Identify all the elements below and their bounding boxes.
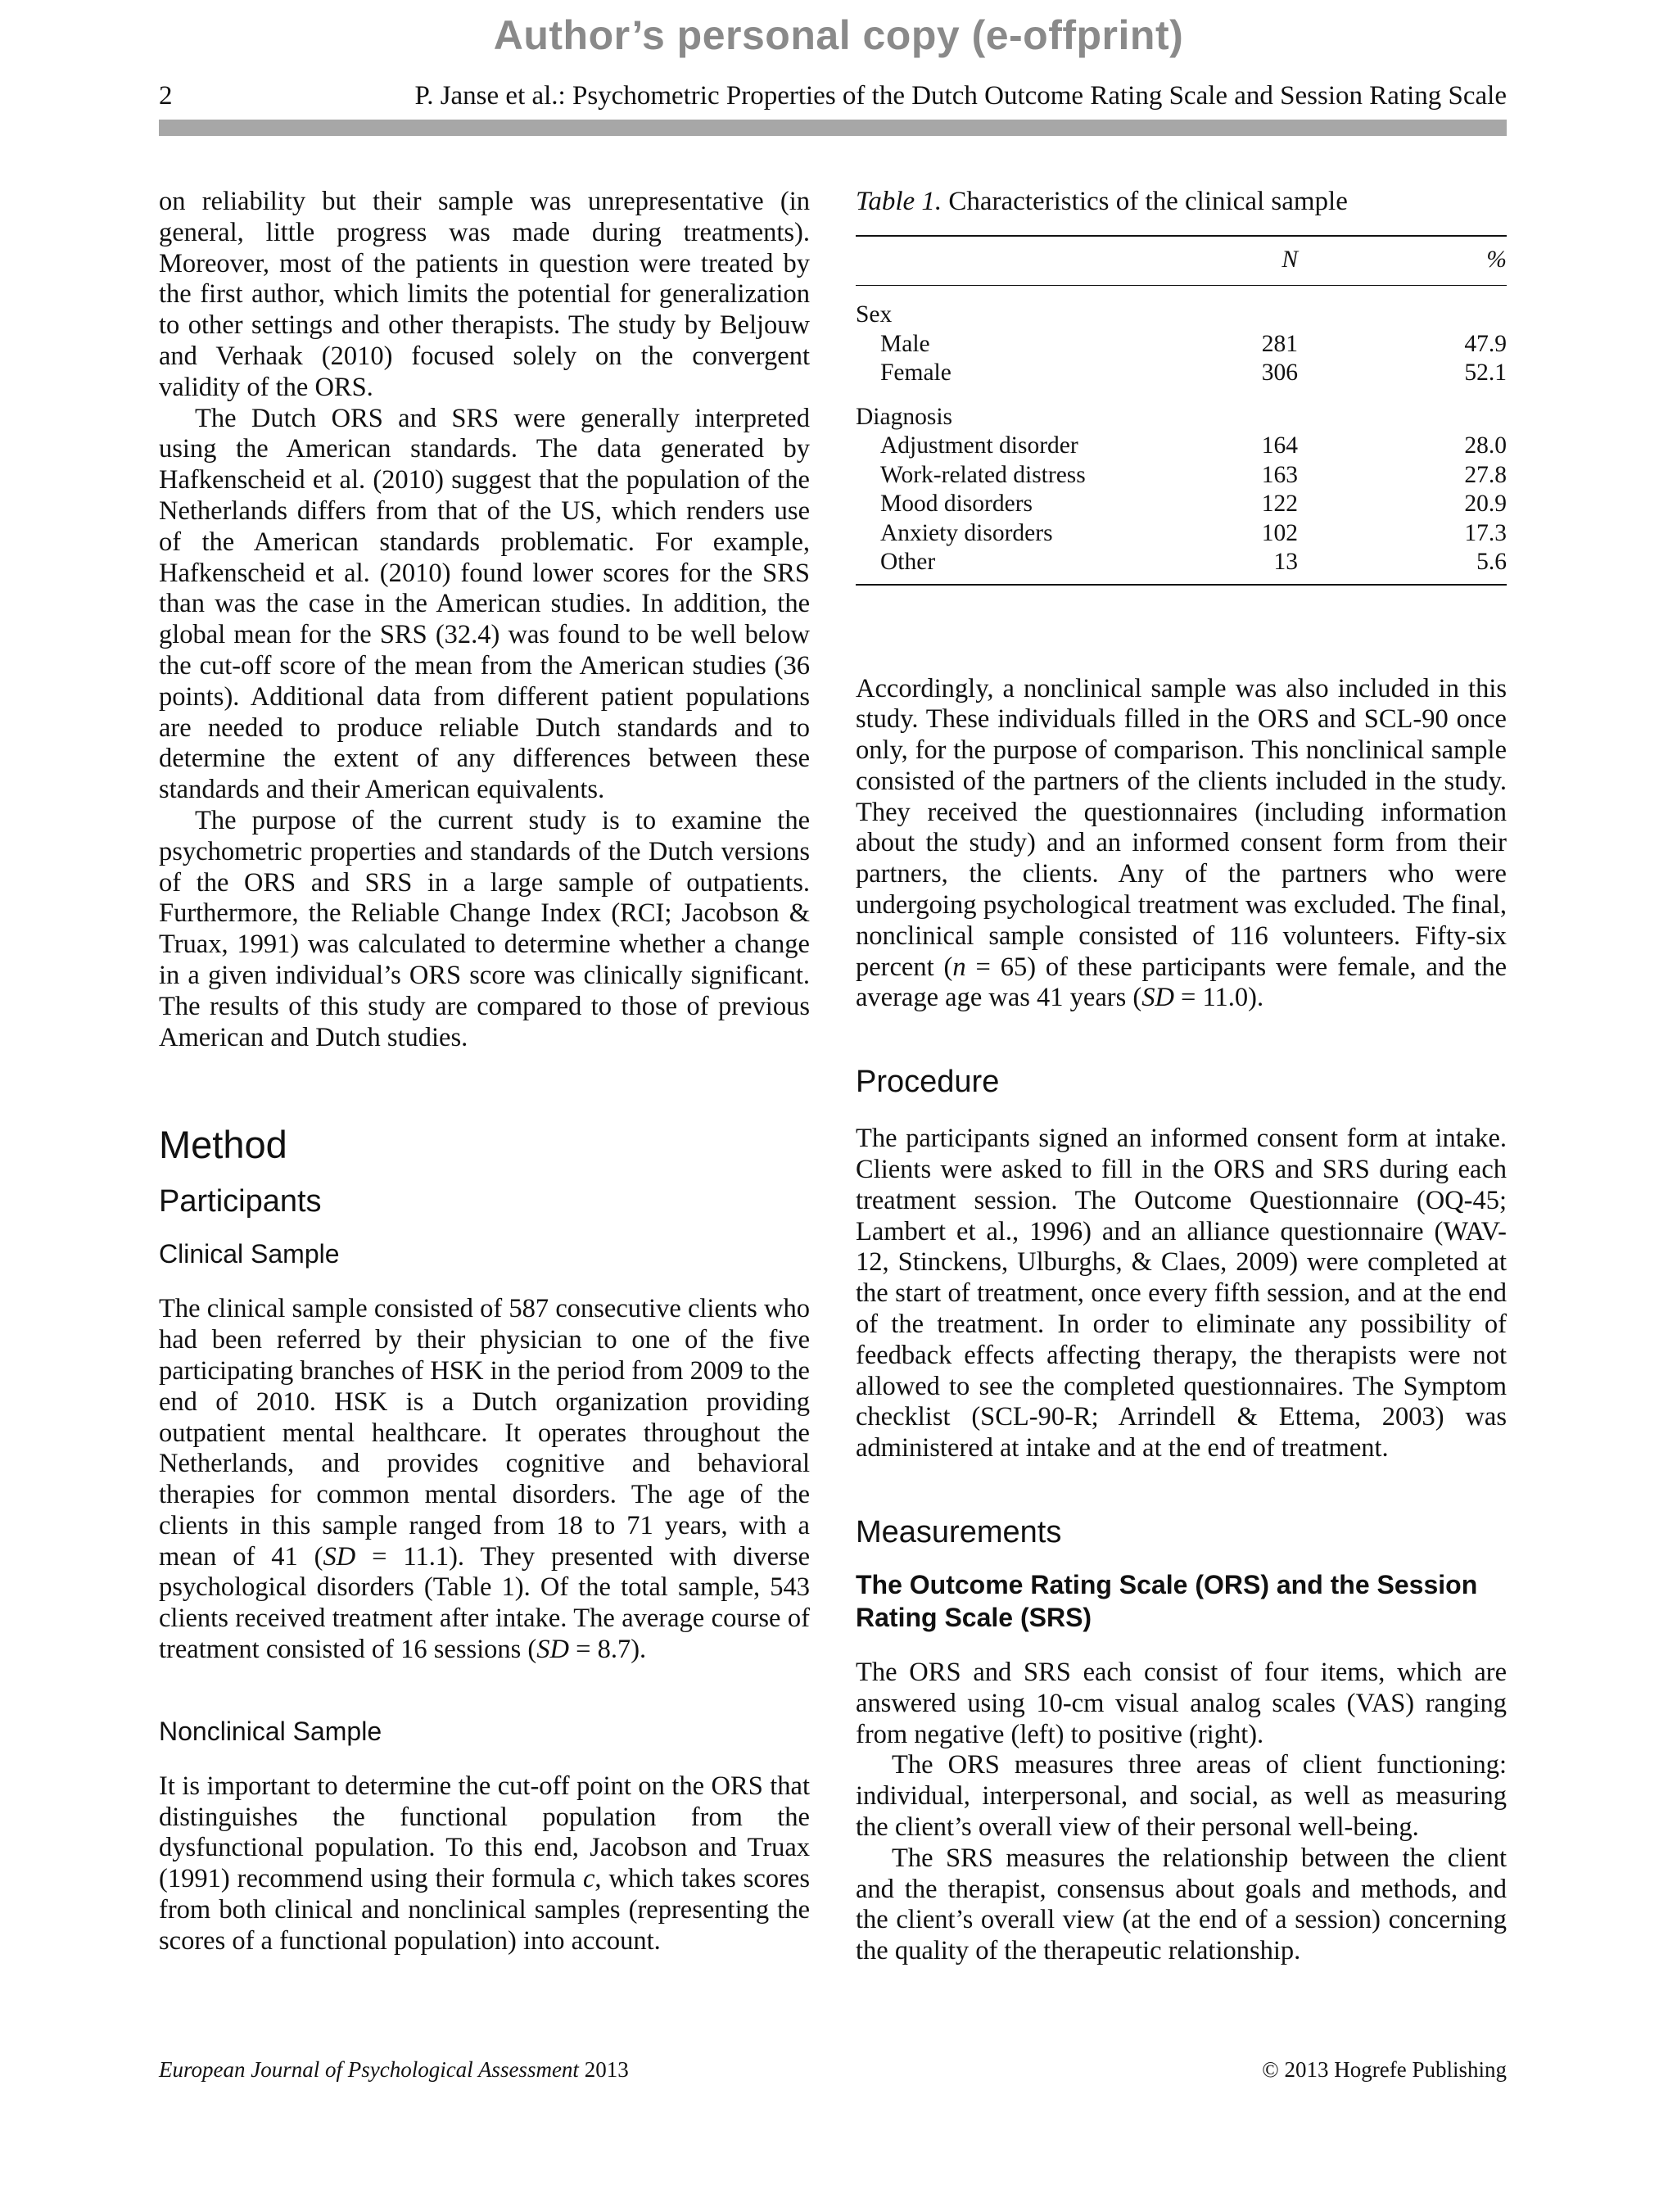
nonclinical-text-a: It is important to determine the cut-off point on the ORS that distinguishes the functional population from the dysfunctional population. To this end, Jacobson and Truax (1991) recommend using their formula (159, 1771, 810, 1894)
row-n: 13 (1273, 549, 1298, 575)
row-label: Adjustment disorder (880, 432, 1078, 459)
row-pct: 28.0 (1464, 432, 1507, 459)
nonclinical-continued-paragraph (856, 674, 1507, 1015)
clinical-text-b: = 11.1). They presented with diverse psychological disorders (Table 1). Of the total sample, 543 clients received treatment after intake. The average course of treatment consisted of 16 sessions ( (159, 1541, 810, 1665)
journal-year: 2013 (578, 2057, 629, 2082)
table-group-row (856, 403, 1507, 432)
clinical-sample-paragraph (159, 1294, 810, 1666)
table-row (856, 548, 1507, 585)
table-row (856, 330, 1507, 360)
sd-symbol: SD (536, 1635, 569, 1665)
table-header-blank (856, 236, 1220, 286)
procedure-heading: Procedure (856, 1065, 1000, 1100)
measurements-heading: Measurements (856, 1515, 1062, 1550)
right-column (856, 187, 1507, 1967)
clinical-text-c: = 8.7). (568, 1635, 647, 1665)
table-header-n: N (1220, 236, 1298, 286)
left-paragraph-1: on reliability but their sample was unrepresentative (in general, little progress was made during treatments). Moreover, most of the patients in question were treated by the first author, which limits the potential for generalization to other settings and other therapists. The study by Beljouw and Verhaak (2010) focused solely on the convergent validity of the ORS. (159, 187, 810, 402)
clinical-text-a: The clinical sample consisted of 587 consecutive clients who had been referred by their physician to one of the five participating branches of HSK in the period from 2009 to the end of 2010. HSK is a Dutch organization providing outpatient mental healthcare. It operates throughout the Netherlands, and provides cognitive and behavioral therapies for common mental disorders. The age of the clients in this sample ranged from 18 to 71 years, with a mean of 41 ( (159, 1294, 810, 1572)
measurements-paragraph-1: The ORS and SRS each consist of four items, which are answered using 10-cm visual analog scales (VAS) ranging from negative (left) to positive (right). (856, 1658, 1507, 1749)
clinical-sample-heading: Clinical Sample (159, 1239, 340, 1269)
row-pct: 27.8 (1464, 461, 1507, 488)
measurements-paragraph-2: The ORS measures three areas of client functioning: individual, interpersonal, and social, as well as measuring the client’s overall view of their personal well-being. (856, 1750, 1507, 1843)
left-paragraph-3: The purpose of the current study is to examine the psychometric properties and standards of the Dutch versions of the ORS and SRS in a large sample of outpatients. Furthermore, the Reliable Change Index (RCI; Jacobson & Truax, 1991) was calculated to determine whether a change in a given individual’s ORS score was clinically significant. The results of this study are compared to those of previous American and Dutch studies. (159, 805, 810, 1052)
table-row (856, 359, 1507, 388)
table-row (856, 432, 1507, 461)
table-group-row (856, 301, 1507, 330)
right-text-c: = 11.0). (1173, 983, 1264, 1013)
row-pct: 20.9 (1464, 491, 1507, 517)
row-label: Female (880, 360, 952, 386)
nonclinical-sample-paragraph (159, 1771, 810, 1957)
method-heading: Method (159, 1123, 287, 1167)
page-number: 2 (159, 81, 173, 111)
row-pct: 17.3 (1464, 519, 1507, 546)
row-label: Mood disorders (880, 491, 1033, 517)
header-rule (159, 120, 1507, 136)
characteristics-table (856, 235, 1507, 586)
sd-symbol: SD (323, 1541, 356, 1572)
right-text-a: Accordingly, a nonclinical sample was also included in this study. These individuals filled in the ORS and SCL-90 once only, for the purpose of comparison. This nonclinical sample consisted of the partners of the clients included in the study. They received the questionnaires (including information about the study) and an informed consent form from their partners, the clients. Any of the partners who were undergoing psychological treatment was excluded. The final, nonclinical sample consisted of 116 volunteers. Fifty-six percent ( (856, 673, 1507, 982)
table-spacer (856, 286, 1507, 301)
row-n: 122 (1261, 491, 1298, 517)
measurements-paragraph-3: The SRS measures the relationship between the client and the therapist, consensus about goals and methods, and the client’s overall view (at the end of a session) concerning the quality of the therapeutic relationship. (856, 1843, 1507, 1966)
formula-c: c (582, 1864, 595, 1894)
table-spacer (856, 388, 1507, 403)
table-header-pct: % (1298, 236, 1507, 286)
row-label: Other (880, 549, 936, 575)
running-title: P. Janse et al.: Psychometric Properties of the Dutch Outcome Rating Scale and Session Rating Scale (414, 81, 1507, 111)
row-pct: 52.1 (1464, 360, 1507, 386)
left-column (159, 187, 810, 1957)
n-symbol: n (952, 952, 966, 982)
nonclinical-text-b: , which takes scores from both clinical and nonclinical samples (representing the scores of a functional population) into account. (159, 1864, 811, 1956)
nonclinical-sample-heading: Nonclinical Sample (159, 1716, 382, 1746)
right-text-b: = 65) of these participants were female, and the average age was 41 years ( (856, 952, 1507, 1013)
table-body (856, 286, 1507, 585)
table-caption-text: Characteristics of the clinical sample (942, 187, 1348, 216)
row-n: 164 (1261, 432, 1298, 459)
table-label: Table 1. (856, 187, 942, 216)
footer-journal (159, 2057, 629, 2083)
participants-heading: Participants (159, 1184, 322, 1219)
row-pct: 5.6 (1476, 549, 1507, 575)
group-label-sex: Sex (856, 301, 893, 328)
table-row (856, 461, 1507, 491)
row-n: 102 (1261, 519, 1298, 546)
table-header-row (856, 236, 1507, 286)
row-pct: 47.9 (1464, 330, 1507, 357)
footer-copyright: © 2013 Hogrefe Publishing (1262, 2057, 1507, 2082)
table-row (856, 490, 1507, 519)
sd-symbol: SD (1141, 983, 1174, 1013)
left-paragraph-2: The Dutch ORS and SRS were generally interpreted using the American standards. The data generated by Hafkenscheid et al. (2010) suggest that the population of the Netherlands differs from that of the US, which renders use of the American standards problematic. For example, Hafkenscheid et al. (2010) found lower scores for the SRS than was the case in the American studies. In addition, the global mean for the SRS (32.4) was found to be well below the cut-off score of the mean from the American studies (36 points). Additional data from different patient populations are needed to produce reliable Dutch standards and to determine the extent of any differences between these standards and their American equivalents. (159, 403, 810, 805)
ors-srs-heading: The Outcome Rating Scale (ORS) and the Session Rating Scale (SRS) (856, 1570, 1478, 1633)
procedure-paragraph: The participants signed an informed consent form at intake. Clients were asked to fill in the ORS and SRS during each treatment session. The Outcome Questionnaire (OQ-45; Lambert et al., 1996) and an alliance questionnaire (WAV-12, Stinckens, Ulburghs, & Claes, 2009) were completed at the start of treatment, once every fifth session, and at the end of the treatment. In order to eliminate any possibility of feedback effects affecting therapy, the therapists were not allowed to see the completed questionnaires. The Symptom checklist (SCL-90-R; Arrindell & Ettema, 2003) was administered at intake and at the end of treatment. (856, 1124, 1507, 1463)
row-n: 306 (1261, 360, 1298, 386)
row-label: Anxiety disorders (880, 519, 1053, 546)
journal-name: European Journal of Psychological Assessment (159, 2057, 579, 2082)
table-row (856, 519, 1507, 549)
table-caption (856, 187, 1507, 217)
group-label-diagnosis: Diagnosis (856, 403, 952, 430)
row-label: Male (880, 330, 930, 357)
row-n: 281 (1261, 330, 1298, 357)
watermark: Author’s personal copy (e-offprint) (493, 12, 1184, 58)
row-label: Work-related distress (880, 461, 1086, 488)
row-n: 163 (1261, 461, 1298, 488)
